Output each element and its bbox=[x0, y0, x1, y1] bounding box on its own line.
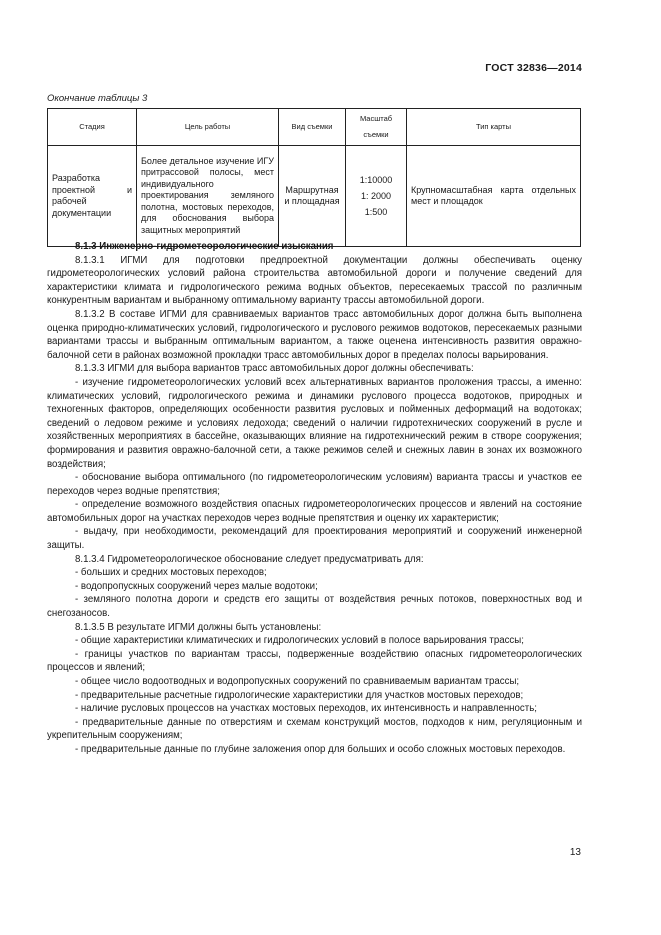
col-header-survey-type: Вид съемки bbox=[279, 109, 346, 146]
col-header-map-type: Тип карты bbox=[407, 109, 581, 146]
section-body bbox=[47, 240, 582, 757]
cell-goal: Более детальное изучение ИГУ притрассовой полосы, мест индивидуального проектирования земляного полотна, мостовых переходов, для обоснования выбора защитных мероприятий bbox=[137, 146, 279, 247]
list-item: - предварительные расчетные гидрологические характеристики для участков мостовых переходов; bbox=[75, 689, 524, 701]
paragraph: 8.1.3.5 В результате ИГМИ должны быть установлены: bbox=[75, 621, 322, 633]
list-item: - предварительные данные по отверстиям и схемам конструкций мостов, подходов к ним, регуляционным и укрепительным сооружениям; bbox=[47, 716, 582, 742]
page-number: 13 bbox=[569, 847, 581, 858]
list-item: - земляного полотна дороги и средств его защиты от воздействия речных потоков, поверхностных вод и снегозаносов. bbox=[47, 594, 582, 620]
list-item: - общее число водоотводных и водопропускных сооружений по сравниваемым вариантам трассы; bbox=[75, 676, 520, 687]
col-header-scale: Масштаб съемки bbox=[346, 109, 407, 146]
list-item: - предварительные данные по глубине заложения опор для больших и особо сложных мостовых переходов. bbox=[75, 743, 566, 755]
list-item: - выдачу, при необходимости, рекомендаций для проектирования мероприятий и сооружений инженерной защиты. bbox=[47, 526, 582, 552]
survey-table bbox=[47, 108, 581, 247]
section-heading: 8.1.3 Инженерно-гидрометеорологические изыскания bbox=[75, 241, 334, 252]
paragraph: 8.1.3.3 ИГМИ для выбора вариантов трасс автомобильных дорог должны обеспечивать: bbox=[75, 363, 474, 375]
col-header-goal: Цель работы bbox=[137, 109, 279, 146]
table-row bbox=[48, 146, 581, 247]
standard-code: ГОСТ 32836—2014 bbox=[485, 62, 582, 74]
paragraph: 8.1.3.2 В составе ИГМИ для сравниваемых вариантов трасс автомобильных дорог должна быть выполнена оценка природно-климатических условий, гидрологического и руслового режимов водотоков, пересекаемых разными вариантами трассы и выбранным оптимальным вариантом, а также оценена интенсивность развития овражно-балочной сети в районах возможной прокладки трасс автомобильных дорог в пределах полосы варьирования. bbox=[47, 308, 582, 361]
table-caption: Окончание таблицы 3 bbox=[47, 93, 148, 104]
list-item: - общие характеристики климатических и гидрологических условий в полосе варьирования трассы; bbox=[75, 635, 524, 647]
scale-value: 1:500 bbox=[364, 207, 388, 217]
cell-survey-type: Маршрутная и площадная bbox=[279, 146, 346, 247]
cell-map-type: Крупномасштабная карта отдельных мест и площадок bbox=[407, 146, 581, 247]
list-item: - наличие русловых процессов на участках мостовых переходов, их интенсивность и направленность; bbox=[75, 703, 537, 715]
table-header-row bbox=[48, 109, 581, 146]
paragraph: 8.1.3.1 ИГМИ для подготовки предпроектной документации должны обеспечивать оценку гидрометеорологических условий района строительства автомобильной дороги и получение сведений для характеристики климата и гидрологического режима водных объектов, пересекаемых трассой по различным конкурентным вариантам и выбранному оптимальному варианту трассы автомобильной дороги. bbox=[47, 254, 582, 307]
scale-value: 1:10000 bbox=[359, 175, 393, 185]
col-header-stage: Стадия bbox=[48, 109, 137, 146]
scale-value: 1: 2000 bbox=[360, 191, 392, 201]
paragraph: 8.1.3.4 Гидрометеорологическое обоснование следует предусматривать для: bbox=[75, 553, 424, 565]
list-item: - границы участков по вариантам трассы, подверженные воздействию опасных гидрометеорологических процессов и явлений; bbox=[47, 648, 582, 674]
list-item: - обоснование выбора оптимального (по гидрометеорологическим условиям) варианта трассы и участков ее переходов через водные препятствия; bbox=[47, 472, 582, 497]
list-item: - водопропускных сооружений через малые водотоки; bbox=[75, 580, 318, 592]
list-item: - определение возможного воздействия опасных гидрометеорологических процессов и явлений на состояние автомобильных дорог на участках переходов через водные препятствия и оценку их характеристик; bbox=[47, 499, 582, 524]
cell-scales bbox=[346, 146, 407, 247]
cell-stage: Разработка проектной и рабочей документации bbox=[48, 146, 137, 247]
list-item: - больших и средних мостовых переходов; bbox=[75, 567, 267, 579]
list-item: - изучение гидрометеорологических условий всех альтернативных вариантов проложения трассы, а именно: климатических условий, гидрологического режима и динамики руслового процесса водотоков, природных и техногенных факторов, определяющих особенности развития русловых и пойменных деформаций на водотоках; сведений о ледовом режиме и условиях ледохода; сведений о наличии гидротехнических сооружений в русле и хозяйственных мероприятиях в бассейне, оказывающих влияние на гидротехнический режим в створе сооружения; формирования и развития овражно-балочной сети, а также режимов селей и снежных лавин в зонах их возможного воздействия; bbox=[47, 376, 582, 470]
